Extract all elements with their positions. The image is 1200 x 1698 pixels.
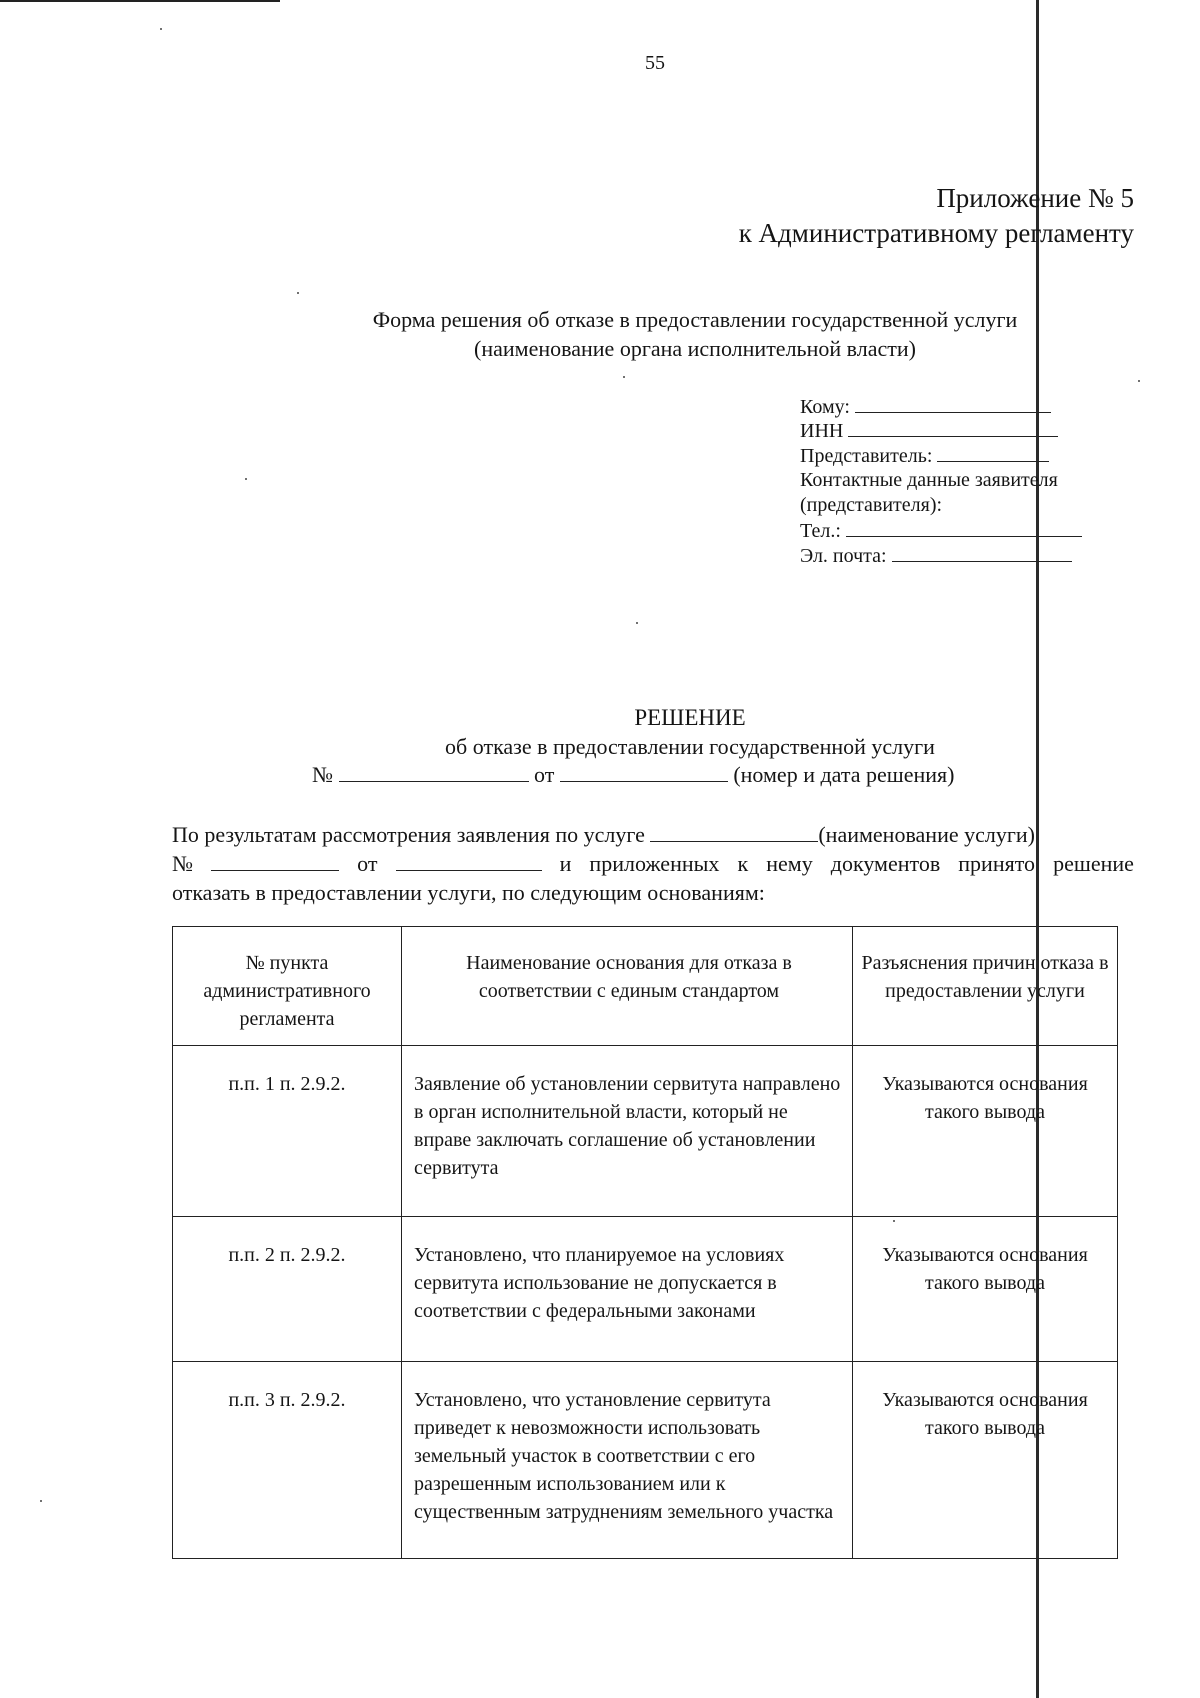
recipient-contacts-label-2: (представителя):: [800, 494, 943, 516]
body-line-1-suffix: (наименование услуги): [818, 822, 1035, 847]
body-line-2-word: принято: [958, 851, 1036, 876]
application-date-blank: [396, 852, 542, 871]
row-ground: Установлено, что планируемое на условиях сервитута использование не допускается в соответствии с федеральными законами: [402, 1217, 853, 1362]
decision-date-blank: [560, 763, 728, 782]
body-line-2-word: нему: [766, 851, 813, 876]
recipient-representative-blank: [937, 443, 1049, 462]
decision-number-note: (номер и дата решения): [733, 762, 955, 787]
recipient-representative: [800, 443, 1049, 468]
top-rule: [0, 0, 280, 2]
application-number-blank: [211, 852, 339, 871]
body-line-1: [172, 820, 1134, 850]
body-line-2-from: от: [357, 851, 378, 876]
recipient-inn-blank: [848, 418, 1058, 437]
body-line-2-word: и: [559, 851, 572, 876]
recipient-to: [800, 394, 1051, 419]
row-clause: п.п. 2 п. 2.9.2.: [173, 1217, 402, 1362]
recipient-phone-blank: [846, 518, 1082, 537]
decision-title: РЕШЕНИЕ: [634, 705, 746, 730]
decision-number-line: [312, 760, 954, 790]
recipient-phone-label: Тел.:: [800, 520, 841, 542]
appendix-number: Приложение № 5: [936, 183, 1134, 213]
recipient-phone: [800, 518, 1082, 543]
row-ground: Установлено, что установление сервитута приведет к невозможности использовать земельный участок в соответствии с его разрешенным использованием или к существенным затруднениям земельного участка: [402, 1362, 853, 1559]
body-line-2-number-sign: №: [172, 851, 193, 876]
row-clause: п.п. 3 п. 2.9.2.: [173, 1362, 402, 1559]
decision-subtitle: об отказе в предоставлении государственной услуги: [445, 734, 935, 759]
service-name-blank: [650, 823, 818, 842]
scan-speck: [636, 622, 638, 624]
body-line-2: [172, 849, 1134, 879]
appendix-reference: к Административному регламенту: [738, 218, 1134, 248]
body-line-2-word: к: [737, 851, 749, 876]
scan-speck: [1138, 380, 1140, 382]
body-line-2-word: решение: [1053, 851, 1134, 876]
header-ground: Наименование основания для отказа в соответствии с единым стандартом: [402, 927, 853, 1046]
recipient-email-label: Эл. почта:: [800, 545, 887, 567]
header-explanation: Разъяснения причин отказа в предоставлении услуги: [853, 927, 1118, 1046]
scan-speck: [245, 478, 247, 480]
scan-speck: [297, 292, 299, 294]
body-line-3: отказать в предоставлении услуги, по следующим основаниям:: [172, 880, 765, 905]
row-explanation: Указываются основания такого вывода: [853, 1046, 1118, 1217]
scan-speck: [623, 376, 625, 378]
row-ground: Заявление об установлении сервитута направлено в орган исполнительной власти, который не вправе заключать соглашение об установлении сервитута: [402, 1046, 853, 1217]
row-explanation: Указываются основания такого вывода: [853, 1217, 1118, 1362]
recipient-representative-label: Представитель:: [800, 445, 933, 467]
recipient-inn-label: ИНН: [800, 420, 844, 442]
recipient-contacts-label: Контактные данные заявителя: [800, 469, 1058, 491]
recipient-to-blank: [855, 394, 1051, 413]
body-line-1-prefix: По результатам рассмотрения заявления по услуге: [172, 822, 645, 847]
page-number: 55: [645, 52, 665, 74]
table-header-row: [173, 927, 1118, 1046]
scan-speck: [160, 28, 162, 30]
recipient-email-blank: [892, 543, 1072, 562]
scan-speck: [40, 1500, 42, 1502]
recipient-email: [800, 543, 1072, 568]
decision-from-word: от: [534, 762, 555, 787]
recipient-inn: [800, 418, 1058, 443]
body-line-2-word: приложенных: [589, 851, 720, 876]
decision-number-sign: №: [312, 762, 333, 787]
form-subtitle: (наименование органа исполнительной власти): [474, 336, 916, 361]
decision-number-blank: [339, 763, 529, 782]
body-line-2-word: документов: [830, 851, 941, 876]
table-row: [173, 1362, 1118, 1559]
row-clause: п.п. 1 п. 2.9.2.: [173, 1046, 402, 1217]
table-row: [173, 1046, 1118, 1217]
row-explanation: Указываются основания такого вывода: [853, 1362, 1118, 1559]
table-row: [173, 1217, 1118, 1362]
header-clause: № пункта административного регламента: [173, 927, 402, 1046]
form-title: Форма решения об отказе в предоставлении государственной услуги: [372, 307, 1018, 332]
refusal-grounds-table: [172, 926, 1118, 1559]
recipient-to-label: Кому:: [800, 396, 850, 418]
